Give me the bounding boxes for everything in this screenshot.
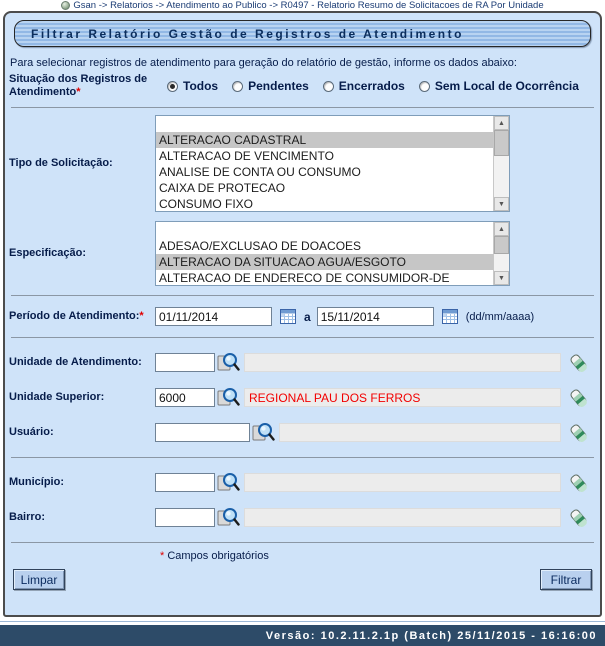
radio-todos[interactable]: Todos [167,79,218,93]
especificacao-listbox[interactable] [155,221,510,286]
limpar-button[interactable]: Limpar [13,569,65,590]
list-item[interactable]: ADESAO/EXCLUSAO DE DOACOES [159,239,362,254]
periodo-label: Período de Atendimento:* [9,310,144,322]
page-title: Filtrar Relatório Gestão de Registros de Atendimento [31,26,464,41]
especificacao-row [5,212,600,295]
intro-text: Para selecionar registros de atendimento para geração do relatório de gestão, informe os dados abaixo: [10,57,517,69]
calendar-icon[interactable] [442,309,458,324]
situacao-radio-group [155,79,579,93]
breadcrumb [0,0,605,11]
eraser-icon[interactable] [569,353,588,373]
scrollbar-thumb[interactable] [494,236,509,254]
eraser-icon[interactable] [569,388,588,408]
bairro-row [5,500,600,535]
list-item[interactable] [156,222,493,238]
situacao-label: Situação dos Registros de Atendimento* [9,73,148,98]
breadcrumb-text: Gsan -> Relatorios -> Atendimento ao Publico -> R0497 - Relatorio Resumo de Solicitacoes de RA Por Unidade [73,0,544,11]
scroll-down-icon[interactable]: ▼ [494,197,509,211]
scrollbar[interactable] [493,116,509,211]
unidade-superior-label: Unidade Superior: [9,391,105,403]
unidade-superior-row [5,380,600,415]
scrollbar[interactable] [493,222,509,285]
list-item[interactable]: CONSUMO FIXO [159,197,254,211]
actions-row [5,566,600,590]
list-item[interactable]: CAIXA DE PROTECAO [159,181,286,196]
radio-sem-local[interactable]: Sem Local de Ocorrência [419,79,579,93]
eraser-icon[interactable] [569,473,588,493]
radio-encerrados-circle[interactable] [323,81,334,92]
periodo-fim-input[interactable] [317,307,434,326]
radio-pendentes[interactable]: Pendentes [232,79,309,93]
municipio-label: Município: [9,476,64,488]
municipio-input[interactable] [155,473,215,492]
unidade-atendimento-row [5,345,600,380]
usuario-description [279,423,561,442]
radio-todos-circle[interactable] [167,81,178,92]
list-item[interactable] [156,116,493,132]
unidade-section [5,338,600,457]
localidade-section [5,458,600,542]
unidade-superior-input[interactable] [155,388,215,407]
usuario-input[interactable] [155,423,250,442]
gsan-globe-icon [61,1,70,10]
radio-encerrados[interactable]: Encerrados [323,79,405,93]
tipo-solicitacao-listbox[interactable] [155,115,510,212]
search-icon[interactable] [217,352,240,373]
list-item-selected[interactable]: ALTERACAO CADASTRAL [156,132,493,148]
especificacao-label: Especificação: [9,247,87,259]
tipo-solicitacao-label: Tipo de Solicitação: [9,157,113,169]
scroll-up-icon[interactable]: ▲ [494,222,509,236]
version-text: Versão: 10.2.11.2.1p (Batch) 25/11/2015 - 16:16:00 [265,629,597,642]
periodo-inicio-input[interactable] [155,307,272,326]
list-item[interactable]: ALTERACAO DE VENCIMENTO [159,149,334,164]
usuario-label: Usuário: [9,426,54,438]
radio-sem-local-circle[interactable] [419,81,430,92]
radio-pendentes-circle[interactable] [232,81,243,92]
eraser-icon[interactable] [569,423,588,443]
version-bar [0,625,605,646]
scrollbar-thumb[interactable] [494,130,509,156]
unidade-atendimento-label: Unidade de Atendimento: [9,356,142,368]
tipo-solicitacao-row [5,108,600,212]
periodo-row [5,296,600,337]
search-icon[interactable] [217,472,240,493]
unidade-atendimento-input[interactable] [155,353,215,372]
unidade-atendimento-description [244,353,561,372]
required-fields-note: * Campos obrigatórios [160,550,269,562]
bairro-description [244,508,561,527]
search-icon[interactable] [252,422,275,443]
filter-form-panel [3,11,602,617]
list-item[interactable]: ANALISE DE CONTA OU CONSUMO [159,165,361,180]
bairro-label: Bairro: [9,511,46,523]
municipio-row [5,465,600,500]
unidade-superior-description: REGIONAL PAU DOS FERROS [244,388,561,407]
date-range-separator: a [304,309,311,324]
filtrar-button[interactable]: Filtrar [540,569,592,590]
form-title-bar [14,20,591,47]
scroll-up-icon[interactable]: ▲ [494,116,509,130]
list-item-selected[interactable]: ALTERACAO DA SITUACAO AGUA/ESGOTO [156,254,493,270]
bairro-input[interactable] [155,508,215,527]
list-item[interactable]: ALTERACAO DE ENDERECO DE CONSUMIDOR-DE [159,271,450,285]
search-icon[interactable] [217,507,240,528]
municipio-description [244,473,561,492]
date-format-hint: (dd/mm/aaaa) [465,310,535,323]
situacao-row [5,71,600,107]
scroll-down-icon[interactable]: ▼ [494,271,509,285]
usuario-row [5,415,600,450]
calendar-icon[interactable] [280,309,296,324]
search-icon[interactable] [217,387,240,408]
eraser-icon[interactable] [569,508,588,528]
